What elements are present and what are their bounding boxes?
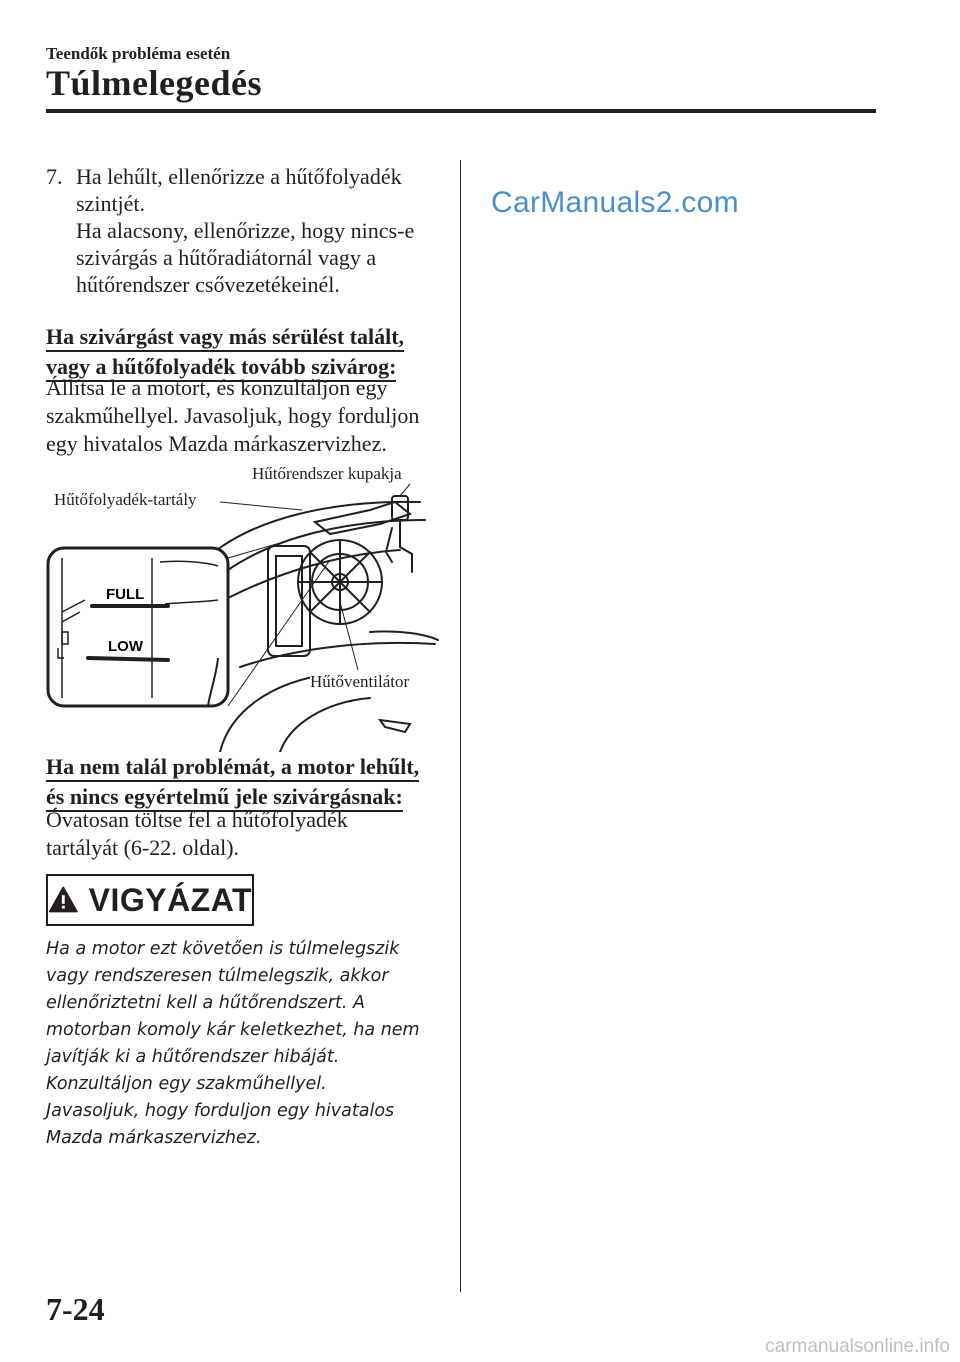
heading-line: Ha nem talál problémát, a motor lehűlt, bbox=[46, 754, 419, 782]
step-line: szintjét. bbox=[76, 191, 146, 216]
low-mark: LOW bbox=[108, 638, 143, 655]
leak-body bbox=[46, 374, 446, 458]
heading-line: és nincs egyértelmű jele szivárgásnak: bbox=[46, 784, 403, 812]
warning-line: vagy rendszeresen túlmelegszik, akkor bbox=[46, 966, 389, 986]
body-line: tartályát (6-22. oldal). bbox=[46, 835, 240, 860]
footer-site: carmanualsonline.info bbox=[765, 1336, 950, 1357]
warning-line: motorban komoly kár keletkezhet, ha nem bbox=[46, 1020, 420, 1040]
warning-text bbox=[46, 936, 446, 1152]
step-line: Ha lehűlt, ellenőrizze a hűtőfolyadék bbox=[76, 164, 402, 189]
cooling-system-figure bbox=[40, 462, 440, 752]
warning-triangle-icon bbox=[48, 885, 79, 915]
reservoir-inset bbox=[48, 548, 228, 706]
warning-line: javítják ki a hűtőrendszer hibáját. bbox=[46, 1047, 340, 1067]
warning-line: Konzultáljon egy szakműhellyel. bbox=[46, 1074, 327, 1094]
warning-line: Javasoljuk, hogy forduljon egy hivatalos bbox=[46, 1101, 395, 1121]
noleak-heading bbox=[46, 752, 436, 812]
step-line: hűtőrendszer csővezetékeinél. bbox=[76, 272, 340, 297]
warning-label-box bbox=[46, 874, 254, 926]
heading-line: vagy a hűtőfolyadék tovább szivárog: bbox=[46, 354, 396, 382]
warning-line: Ha a motor ezt követően is túlmelegszik bbox=[46, 939, 400, 959]
label-coolant-reservoir: Hűtőfolyadék-tartály bbox=[54, 490, 197, 509]
leak-heading bbox=[46, 322, 436, 382]
step-7 bbox=[46, 163, 441, 298]
step-number: 7. bbox=[46, 164, 63, 189]
heading-line: Ha szivárgást vagy más sérülést talált, bbox=[46, 324, 404, 352]
label-radiator-cap: Hűtőrendszer kupakja bbox=[252, 464, 402, 483]
body-line: Óvatosan töltse fel a hűtőfolyadék bbox=[46, 807, 348, 832]
watermark: CarManuals2.com bbox=[491, 186, 739, 219]
body-line: egy hivatalos Mazda márkaszervizhez. bbox=[46, 431, 387, 456]
full-mark: FULL bbox=[106, 586, 145, 603]
page-title: Túlmelegedés bbox=[46, 63, 262, 103]
label-cooling-fan: Hűtőventilátor bbox=[310, 672, 410, 691]
step-line: Ha alacsony, ellenőrizze, hogy nincs-e bbox=[76, 218, 415, 243]
noleak-body bbox=[46, 806, 446, 862]
step-line: szivárgás a hűtőradiátornál vagy a bbox=[76, 245, 377, 270]
body-line: szakműhellyel. Javasoljuk, hogy forduljon bbox=[46, 403, 420, 428]
page-number: 7-24 bbox=[46, 1291, 105, 1327]
warning-label: VIGYÁZAT bbox=[88, 881, 252, 918]
title-rule bbox=[46, 109, 876, 113]
breadcrumb: Teendők probléma esetén bbox=[46, 44, 231, 63]
column-divider bbox=[460, 160, 461, 1292]
body-line: Állítsa le a motort, és konzultáljon egy bbox=[46, 375, 388, 400]
warning-line: Mazda márkaszervizhez. bbox=[46, 1128, 262, 1148]
warning-line: ellenőriztetni kell a hűtőrendszert. A bbox=[46, 993, 365, 1013]
